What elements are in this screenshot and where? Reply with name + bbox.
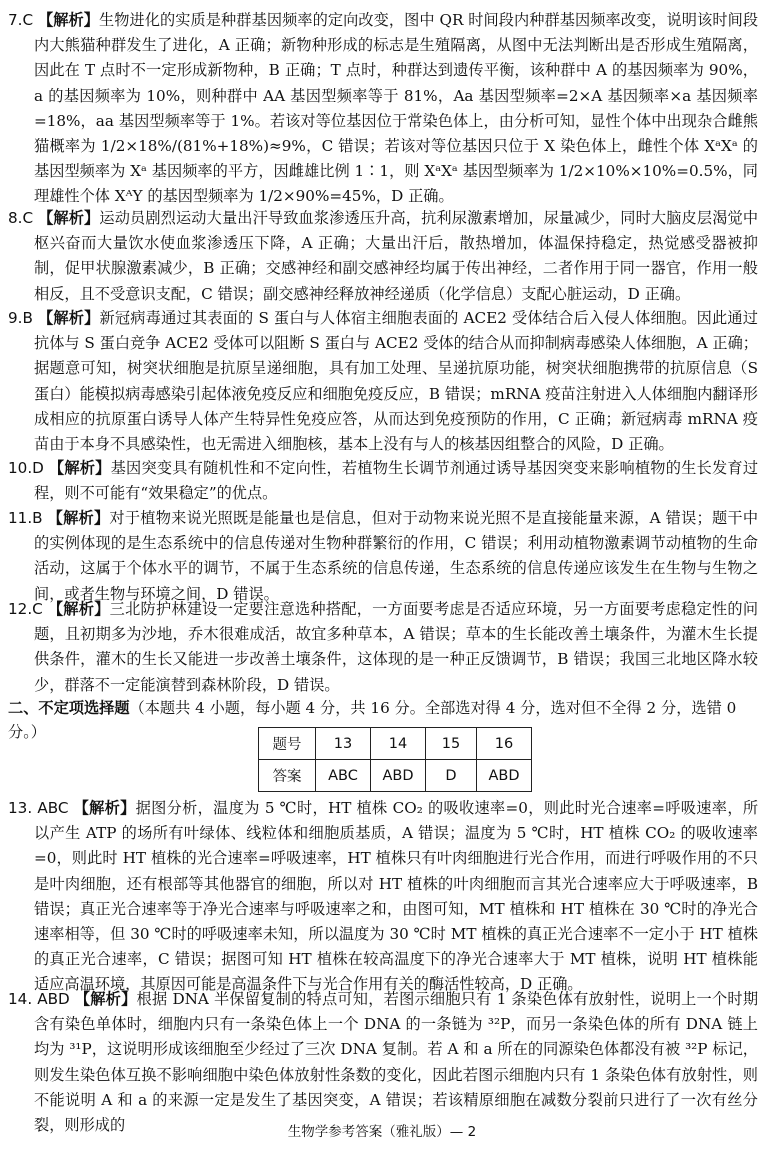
- table-cell: ABD: [371, 760, 426, 792]
- table-cell: 题号: [259, 728, 316, 760]
- item-number: 14.: [8, 990, 33, 1008]
- item-number: 13.: [8, 799, 33, 817]
- analysis-text: 三北防护林建设一定要注意选种搭配，一方面要考虑是否适应环境，另一方面要考虑稳定性的问题，且初期多为沙地，乔木很难成活，故宜多种草本，A 错误；草本的生长能改善土壤条件，为灌木生长提供条件，灌木的生长又能进一步改善土壤条件，这体现的是一种正反馈调节，B 错误；我国三北地区降水较少，群落不一定能演替到森林阶段，D 错误。: [34, 600, 759, 694]
- table-cell: 15: [426, 728, 477, 760]
- answer-item-7: [8, 8, 758, 210]
- item-number: 12.: [8, 600, 33, 618]
- analysis-text: 据图分析，温度为 5 ℃时，HT 植株 CO₂ 的吸收速率=0，则此时光合速率=呼吸速率，所以产生 ATP 的场所有叶绿体、线粒体和细胞质基质，A 错误；温度为 5 ℃时，HT 植株 CO₂ 的吸收速率=0，则此时 HT 植株的光合速率=呼吸速率，HT 植株只有叶肉细胞进行光合作用，而进行呼吸作用的不只是叶肉细胞，还有根部等其他器官的细胞，所以对 HT 植株的叶肉细胞而言其光合速率应大于呼吸速率，B 错误；真正光合速率等于净光合速率与呼吸速率之和，由图可知，MT 植株和 HT 植株在 30 ℃时的净光合速率相等，但 30 ℃时的呼吸速率未知，所以温度为 30 ℃时 MT 植株的真正光合速率不一定小于 HT 植株的真正光合速率，C 错误；据图可知 HT 植株在较高温度下的净光合速率大于 MT 植株，说明 HT 植株能适应高温环境，其原因可能是高温条件下与光合作用有关的酶活性较高，D 正确。: [34, 799, 759, 994]
- analysis-tag: 【解析】: [48, 459, 111, 477]
- analysis-text: 对于植物来说光照既是能量也是信息，但对于动物来说光照不是直接能量来源，A 错误；题干中的实例体现的是生态系统中的信息传递对生物种群繁衍的作用，C 错误；利用动植物激素调节动植物的生命活动，这属于个体水平的调节，不属于生态系统的信息传递，生态系统的信息传递应该发生在生物与生物之间，或者生物与环境之间，D 错误。: [34, 509, 759, 603]
- item-answer: B: [32, 509, 43, 527]
- item-answer: C: [22, 11, 34, 29]
- analysis-text: 根据 DNA 半保留复制的特点可知，若图示细胞只有 1 条染色体有放射性，说明上一个时期含有染色单体时，细胞内只有一条染色体上一个 DNA 的一条链为 ³²P，而另一条染色体的所有 DNA 链上均为 ³¹P，这说明形成该细胞至少经过了三次 DNA 复制。若 A 和 a 所在的同源染色体都没有被 ³²P 标记，则发生染色体互换不影响细胞中染色体放射性条数的变化，因此若图示细胞内只有 1 条染色体有放射性，则不能说明 A 和 a 的来源一定是发生了基因突变，A 错误；若该精原细胞在减数分裂前只进行了一次有丝分裂，则形成的: [34, 990, 759, 1135]
- section-title: 二、不定项选择题: [8, 699, 130, 717]
- answer-table: [258, 727, 532, 792]
- item-number: 8.: [8, 209, 23, 227]
- table-cell: 答案: [259, 760, 316, 792]
- analysis-text: 新冠病毒通过其表面的 S 蛋白与人体宿主细胞表面的 ACE2 受体结合后入侵人体细胞。因此通过抗体与 S 蛋白竞争 ACE2 受体可以阻断 S 蛋白与 ACE2 受体的结合从而抑制病毒感染人体细胞，A 正确；据题意可知，树突状细胞是抗原呈递细胞，具有加工处理、呈递抗原功能，树突状细胞携带的抗原信息（S 蛋白）能模拟病毒感染引起体液免疫反应和细胞免疫反应，B 错误；mRNA 疫苗注射进入人体细胞内翻译形成相应的抗原蛋白诱导人体产生特异性免疫应答，从而达到免疫预防的作用，C 正确；新冠病毒 mRNA 疫苗由于本身不具感染性，也无需进入细胞核，基本上没有与人的核基因组整合的风险，D 正确。: [34, 309, 758, 454]
- item-number: 10.: [8, 459, 33, 477]
- table-cell: D: [426, 760, 477, 792]
- analysis-text: 生物进化的实质是种群基因频率的定向改变，图中 QR 时间段内种群基因频率改变，说明该时间段内大熊猫种群发生了进化，A 正确；新物种形成的标志是生殖隔离，从图中无法判断出是否形成生殖隔离，因此在 T 点时不一定形成新物种，B 正确；T 点时，种群达到遗传平衡，该种群中 A 的基因频率为 90%，a 的基因频率为 10%，则种群中 AA 基因型频率等于 81%，Aa 基因型频率=2×A 基因频率×a 基因频率=18%，aa 基因型频率等于 1%。若该对等位基因位于常染色体上，由分析可知，显性个体中出现杂合雌熊猫概率为 1/2×18%/(81%+18%)≈9%，C 错误；若该对等位基因只位于 X 染色体上，雌性个体 XᵃXᵃ 的基因型频率为 Xᵃ 基因频率的平方，因雌雄比例 1∶1，则 XᵃXᵃ 基因型频率为 1/2×10%×10%=0.5%，同理雄性个体 XᴬY 的基因型频率为 1/2×90%=45%，D 正确。: [34, 11, 759, 206]
- analysis-tag: 【解析】: [47, 509, 110, 527]
- page-footer: 生物学参考答案（雅礼版）— 2: [287, 1124, 477, 1140]
- analysis-tag: 【解析】: [37, 309, 100, 327]
- section-description: （本题共 4 小题，每小题 4 分，共 16 分。全部选对得 4 分，选对但不全得 2 分，选错 0 分。）: [8, 699, 737, 741]
- answer-item-14: [8, 987, 758, 1138]
- item-answer: ABC: [37, 799, 69, 817]
- item-answer: C: [32, 600, 43, 618]
- item-number: 7.: [8, 11, 23, 29]
- table-cell: 13: [316, 728, 371, 760]
- item-answer: ABD: [37, 990, 70, 1008]
- analysis-tag: 【解析】: [47, 600, 110, 618]
- analysis-tag: 【解析】: [38, 11, 100, 29]
- item-number: 9.: [8, 309, 23, 327]
- item-number: 11.: [8, 509, 33, 527]
- item-answer: C: [22, 209, 34, 227]
- analysis-text: 基因突变具有随机性和不定向性，若植物生长调节剂通过诱导基因突变来影响植物的生长发育过程，则不可能有“效果稳定”的优点。: [34, 459, 759, 503]
- answer-item-9: [8, 306, 758, 457]
- item-answer: D: [32, 459, 44, 477]
- table-row: [259, 728, 532, 760]
- table-cell: ABC: [316, 760, 371, 792]
- answer-item-8: [8, 206, 758, 307]
- table-row: [259, 760, 532, 792]
- answer-item-10: [8, 456, 758, 506]
- analysis-tag: 【解析】: [73, 799, 136, 817]
- table-cell: 14: [371, 728, 426, 760]
- analysis-tag: 【解析】: [38, 209, 100, 227]
- table-cell: 16: [477, 728, 532, 760]
- answer-item-12: [8, 597, 758, 698]
- table-cell: ABD: [477, 760, 532, 792]
- answer-item-11: [8, 506, 758, 607]
- analysis-tag: 【解析】: [74, 990, 137, 1008]
- answer-item-13: [8, 796, 758, 998]
- analysis-text: 运动员剧烈运动大量出汗导致血浆渗透压升高，抗利尿激素增加，尿量减少，同时大脑皮层渴觉中枢兴奋而大量饮水使血浆渗透压下降，A 正确；大量出汗后，散热增加，体温保持稳定，热觉感受器被抑制，促甲状腺激素减少，B 正确；交感神经和副交感神经均属于传出神经，二者作用于同一器官，作用一般相反，且不受意识支配，C 错误；副交感神经释放神经递质（化学信息）支配心脏运动，D 正确。: [34, 209, 759, 303]
- item-answer: B: [22, 309, 33, 327]
